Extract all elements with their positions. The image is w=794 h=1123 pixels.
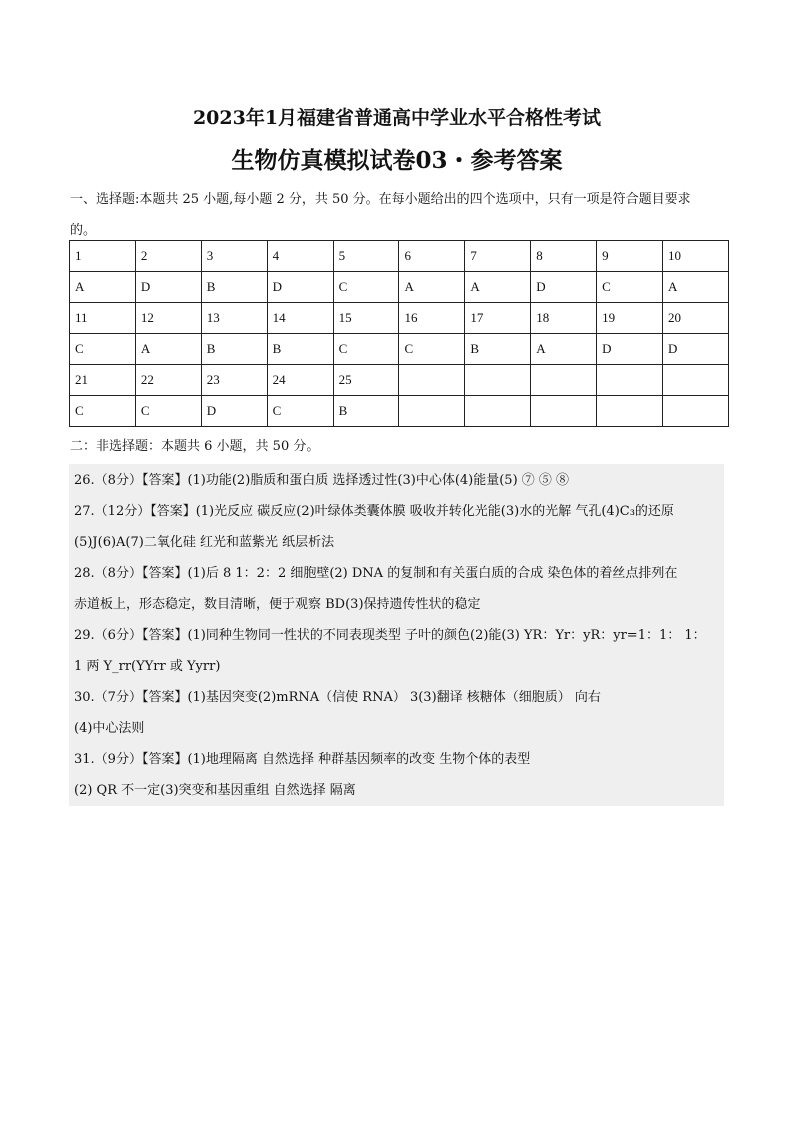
exam-title: 2023年1月福建省普通高中学业水平合格性考试 — [192, 107, 602, 129]
table-cell — [399, 365, 465, 396]
table-cell: 13 — [201, 303, 267, 334]
table-cell: D — [135, 272, 201, 303]
section2-heading: 二：非选择题：本题共 6 小题，共 50 分。 — [70, 439, 320, 454]
table-cell: C — [333, 272, 399, 303]
answer-line: 29.（6分）【答案】(1)同种生物同一性状的不同表现类型 子叶的颜色(2)能(3) YR：Yr：yR：yr=1：1： 1： — [74, 628, 706, 643]
table-cell: C — [135, 396, 201, 427]
section1-intro — [70, 184, 730, 246]
answer-line: (5)J(6)A(7)二氧化硅 红光和蓝紫光 纸层析法 — [74, 535, 335, 550]
table-cell — [399, 396, 465, 427]
table-cell: 3 — [201, 241, 267, 272]
answer-line: (4)中心法则 — [74, 721, 145, 736]
table-row — [70, 272, 729, 303]
table-cell: 11 — [70, 303, 136, 334]
table-cell: 4 — [267, 241, 333, 272]
table-cell — [465, 396, 531, 427]
table-cell: 12 — [135, 303, 201, 334]
table-cell: 1 — [70, 241, 136, 272]
table-cell: 18 — [531, 303, 597, 334]
table-cell: 19 — [597, 303, 663, 334]
table-cell: C — [399, 334, 465, 365]
table-cell: A — [465, 272, 531, 303]
table-cell: B — [333, 396, 399, 427]
table-cell: B — [201, 272, 267, 303]
table-cell — [597, 365, 663, 396]
table-cell: D — [267, 272, 333, 303]
table-cell — [531, 396, 597, 427]
table-cell: 8 — [531, 241, 597, 272]
table-cell: 6 — [399, 241, 465, 272]
answer-line: 1 两 Y_rr(YYrr 或 Yyrr) — [74, 659, 221, 674]
table-cell: C — [70, 334, 136, 365]
table-row — [70, 334, 729, 365]
table-row — [70, 303, 729, 334]
section1-intro-line2: 的。 — [70, 223, 97, 238]
table-cell: C — [267, 396, 333, 427]
table-cell: B — [201, 334, 267, 365]
table-cell: 17 — [465, 303, 531, 334]
table-cell: D — [597, 334, 663, 365]
table-cell: 22 — [135, 365, 201, 396]
table-cell: 16 — [399, 303, 465, 334]
exam-subtitle: 生物仿真模拟试卷03・参考答案 — [231, 147, 563, 174]
answer-table — [69, 240, 729, 427]
table-cell: C — [597, 272, 663, 303]
table-cell — [531, 365, 597, 396]
answer-line: 28.（8分）【答案】(1)后 8 1：2：2 细胞壁(2) DNA 的复制和有关蛋白质的合成 染色体的着丝点排列在 — [74, 566, 678, 581]
answer-line: (2) QR 不一定(3)突变和基因重组 自然选择 隔离 — [74, 783, 356, 798]
answer-line: 26.（8分）【答案】(1)功能(2)脂质和蛋白质 选择透过性(3)中心体(4)能量(5) ⑦ ⑤ ⑧ — [74, 473, 570, 488]
answer-block — [69, 464, 724, 806]
table-cell: D — [201, 396, 267, 427]
table-cell: 20 — [663, 303, 729, 334]
table-cell: 14 — [267, 303, 333, 334]
table-cell: A — [135, 334, 201, 365]
answer-line: 27.（12分）【答案】(1)光反应 碳反应(2)叶绿体类囊体膜 吸收并转化光能(3)水的光解 气孔(4)C₃的还原 — [74, 504, 674, 519]
table-cell: D — [531, 272, 597, 303]
section1-intro-line1: 一、选择题:本题共 25 小题,每小题 2 分，共 50 分。在每小题给出的四个选项中，只有一项是符合题目要求 — [70, 192, 691, 207]
table-cell: 9 — [597, 241, 663, 272]
table-cell — [663, 365, 729, 396]
table-cell — [465, 365, 531, 396]
table-cell: A — [70, 272, 136, 303]
table-cell: 10 — [663, 241, 729, 272]
table-cell: A — [663, 272, 729, 303]
table-row — [70, 365, 729, 396]
table-cell: 25 — [333, 365, 399, 396]
table-cell: C — [333, 334, 399, 365]
table-cell: 2 — [135, 241, 201, 272]
table-cell: C — [70, 396, 136, 427]
table-cell: D — [663, 334, 729, 365]
table-cell: 7 — [465, 241, 531, 272]
table-cell: 24 — [267, 365, 333, 396]
table-cell: 15 — [333, 303, 399, 334]
answer-line: 31.（9分）【答案】(1)地理隔离 自然选择 种群基因频率的改变 生物个体的表型 — [74, 752, 531, 767]
table-cell: A — [399, 272, 465, 303]
table-cell: B — [465, 334, 531, 365]
table-cell: 23 — [201, 365, 267, 396]
table-row — [70, 241, 729, 272]
answer-line: 30.（7分）【答案】(1)基因突变(2)mRNA（信使 RNA） 3(3)翻译 核糖体（细胞质） 向右 — [74, 690, 601, 705]
table-cell: A — [531, 334, 597, 365]
table-cell — [663, 396, 729, 427]
table-cell — [597, 396, 663, 427]
table-cell: B — [267, 334, 333, 365]
table-row — [70, 396, 729, 427]
table-cell: 21 — [70, 365, 136, 396]
table-cell: 5 — [333, 241, 399, 272]
answer-line: 赤道板上，形态稳定，数目清晰，便于观察 BD(3)保持遗传性状的稳定 — [74, 597, 481, 612]
